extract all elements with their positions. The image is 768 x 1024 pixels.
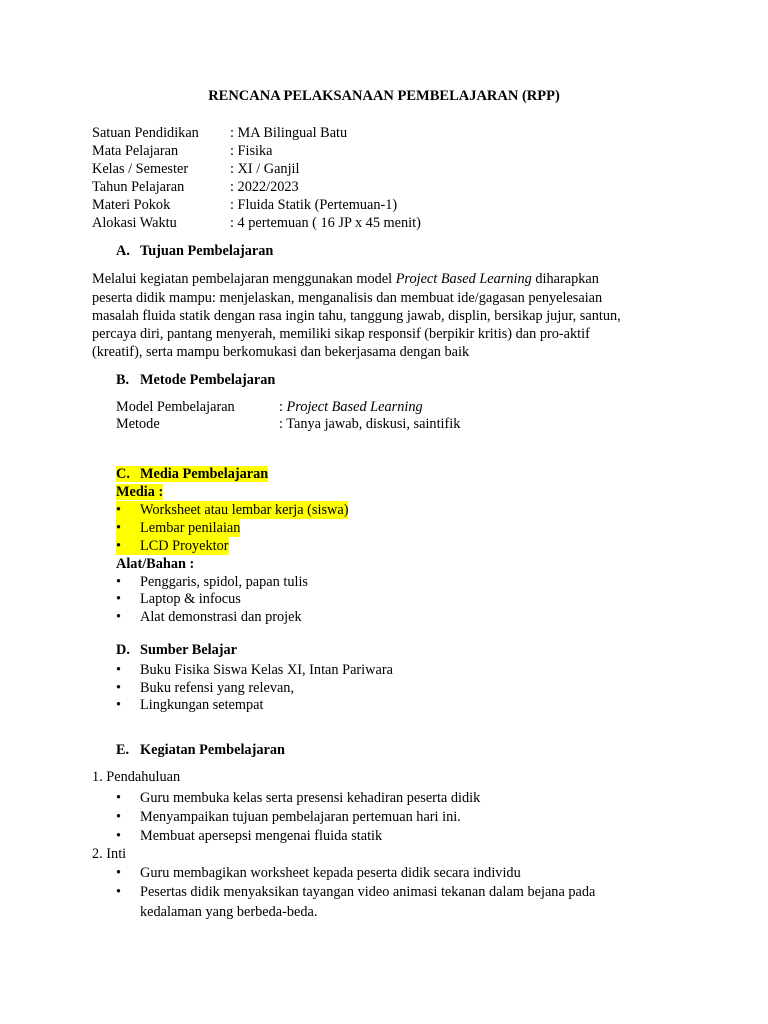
para-emphasis: Project Based Learning: [395, 271, 532, 287]
alat-label: Alat/Bahan :: [116, 556, 195, 572]
list-item: [116, 661, 393, 679]
section-c-number: C.: [116, 466, 130, 482]
bullet: •: [116, 865, 122, 881]
list-item-text: Buku refensi yang relevan,: [140, 680, 295, 696]
list-item-text: Penggaris, spidol, papan tulis: [140, 574, 308, 590]
bullet: •: [116, 609, 122, 625]
bullet: •: [116, 697, 122, 713]
step-1-label: 1. Pendahuluan: [92, 769, 181, 785]
model-colon: :: [279, 399, 287, 415]
section-a-paragraph-line-1: [92, 270, 599, 288]
list-item-text: Menyampaikan tujuan pembelajaran pertemuan hari ini.: [140, 809, 461, 825]
info-label-tahun: Tahun Pelajaran: [92, 179, 185, 195]
list-item: [116, 883, 595, 901]
info-label-satuan: Satuan Pendidikan: [92, 125, 199, 141]
list-item: [116, 519, 240, 537]
info-value-tahun: : 2022/2023: [230, 179, 299, 195]
step-2-label: 2. Inti: [92, 846, 127, 862]
info-label-mapel: Mata Pelajaran: [92, 143, 179, 159]
list-item: [116, 789, 480, 807]
list-item: [116, 608, 302, 626]
bullet: •: [116, 520, 122, 536]
list-item-text: Pesertas didik menyaksikan tayangan video animasi tekanan dalam bejana pada: [140, 884, 596, 900]
list-item: [116, 827, 382, 845]
para-text: diharapkan: [531, 271, 599, 287]
section-b-number: B.: [116, 372, 130, 388]
list-item-text: LCD Proyektor: [140, 538, 229, 554]
section-b-title: Metode Pembelajaran: [140, 372, 276, 388]
section-a-paragraph-line-4: percaya diri, pantang menyerah, memiliki sikap responsif (berpikir kritis) dan pro-aktif: [92, 326, 590, 342]
section-e-title: Kegiatan Pembelajaran: [140, 742, 285, 758]
list-item: [116, 864, 521, 882]
list-item-text: Laptop & infocus: [140, 591, 241, 607]
section-d-heading: [116, 641, 237, 659]
list-item: [116, 808, 461, 826]
list-item-text: Guru membuka kelas serta presensi kehadiran peserta didik: [140, 790, 481, 806]
section-a-heading: [116, 242, 273, 260]
info-label-materi: Materi Pokok: [92, 197, 171, 213]
section-a-number: A.: [116, 243, 130, 259]
info-value-mapel: : Fisika: [230, 143, 273, 159]
para-text: Melalui kegiatan pembelajaran menggunakan model: [92, 271, 396, 287]
section-b-heading: [116, 371, 275, 389]
section-a-paragraph-line-5: (kreatif), serta mampu berkomukasi dan bekerjasama dengan baik: [92, 344, 470, 360]
bullet: •: [116, 828, 122, 844]
info-label-alokasi: Alokasi Waktu: [92, 215, 177, 231]
section-a-title: Tujuan Pembelajaran: [140, 243, 274, 259]
section-a-paragraph-line-2: peserta didik mampu: menjelaskan, menganalisis dan membuat ide/gagasan penyelesaian: [92, 290, 603, 306]
info-value-alokasi: : 4 pertemuan ( 16 JP x 45 menit): [230, 215, 421, 231]
model-label: Model Pembelajaran: [116, 399, 235, 415]
section-c-title: Media Pembelajaran: [140, 466, 269, 482]
info-value-kelas: : XI / Ganjil: [230, 161, 300, 177]
list-item: [116, 573, 308, 591]
info-value-materi: : Fluida Statik (Pertemuan-1): [230, 197, 398, 213]
list-item-continuation: kedalaman yang berbeda-beda.: [140, 904, 318, 920]
list-item: [116, 537, 229, 555]
list-item-text: Buku Fisika Siswa Kelas XI, Intan Pariwara: [140, 662, 393, 678]
list-item: [116, 679, 294, 697]
info-label-kelas: Kelas / Semester: [92, 161, 189, 177]
list-item: [116, 696, 263, 714]
section-a-paragraph-line-3: masalah fluida statik dengan rasa ingin tahu, tanggung jawab, displin, bersikap jujur, santun,: [92, 308, 621, 324]
bullet: •: [116, 790, 122, 806]
bullet: •: [116, 662, 122, 678]
metode-label: Metode: [116, 416, 160, 432]
bullet: •: [116, 538, 122, 554]
bullet: •: [116, 809, 122, 825]
list-item-text: Worksheet atau lembar kerja (siswa): [140, 502, 349, 518]
model-value: [279, 398, 423, 416]
section-d-title: Sumber Belajar: [140, 642, 238, 658]
section-d-number: D.: [116, 642, 130, 658]
media-label: [116, 483, 163, 501]
bullet: •: [116, 884, 122, 900]
list-item-text: Guru membagikan worksheet kepada peserta didik secara individu: [140, 865, 521, 881]
info-value-satuan: : MA Bilingual Batu: [230, 125, 348, 141]
bullet: •: [116, 680, 122, 696]
section-c-heading: [116, 465, 268, 483]
bullet: •: [116, 591, 122, 607]
list-item-text: Lembar penilaian: [140, 520, 241, 536]
list-item-text: Membuat apersepsi mengenai fluida statik: [140, 828, 383, 844]
section-e-number: E.: [116, 742, 130, 758]
list-item-text: Alat demonstrasi dan projek: [140, 609, 302, 625]
metode-value: : Tanya jawab, diskusi, saintifik: [279, 416, 461, 432]
section-e-heading: [116, 741, 285, 759]
document-title: RENCANA PELAKSANAAN PEMBELAJARAN (RPP): [208, 88, 560, 104]
bullet: •: [116, 502, 122, 518]
list-item: [116, 501, 348, 519]
bullet: •: [116, 574, 122, 590]
list-item-text: Lingkungan setempat: [140, 697, 264, 713]
model-value-text: Project Based Learning: [286, 399, 423, 415]
media-label-text: Media :: [116, 484, 164, 500]
list-item: [116, 590, 241, 608]
